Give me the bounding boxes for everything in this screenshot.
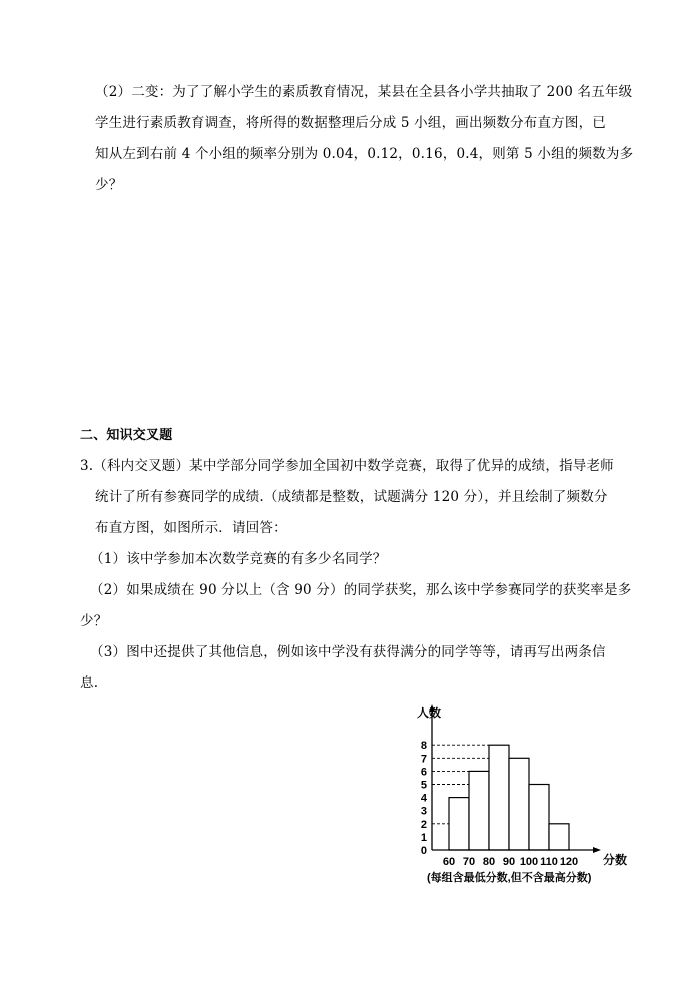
q3-sub-2-line-1: （2）如果成绩在 90 分以上（含 90 分）的同学获奖，那么该中学参赛同学的获奖率是多	[90, 582, 632, 598]
chart-note: (每组含最低分数,但不含最高分数)	[427, 872, 592, 884]
q3-intro-line-2: 统计了所有参赛同学的成绩.（成绩都是整数，试题满分 120 分），并且绘制了频数分	[95, 489, 608, 505]
question-2	[95, 77, 635, 201]
x-axis-arrow	[593, 847, 601, 853]
y-tick-label-8: 8	[420, 740, 427, 753]
q3-sub-3-line-2: 息.	[80, 675, 99, 691]
histogram-chart	[405, 700, 635, 890]
q3-sub-3-line-1: （3）图中还提供了其他信息，例如该中学没有获得满分的同学等等，请再写出两条信	[90, 644, 606, 660]
bar-90-100	[509, 758, 529, 850]
bar-100-110	[529, 785, 549, 851]
x-tick-label-70: 70	[462, 856, 476, 868]
q3-intro-line-3: 布直方图，如图所示．请回答：	[95, 520, 287, 536]
x-tick-label-80: 80	[482, 856, 496, 868]
bar-110-120	[549, 824, 569, 850]
q3-sub-2-line-2: 少？	[80, 613, 108, 629]
section-title: 二、知识交叉题	[80, 428, 173, 443]
bar-70-80	[469, 771, 489, 850]
q2-line-3: 知从左到右前 4 个小组的频率分别为 0.04，0.12，0.16，0.4，则第 5 小组的频数为多	[95, 146, 634, 162]
y-tick-label-5: 5	[420, 779, 427, 792]
y-tick-label-7: 7	[420, 753, 427, 766]
q2-line-2: 学生进行素质教育调查，将所得的数据整理后分成 5 小组，画出频数分布直方图，已	[95, 115, 606, 131]
x-axis-label: 分数	[603, 853, 628, 867]
y-tick-label-2: 2	[420, 818, 427, 831]
x-tick-label-110: 110	[540, 856, 558, 868]
y-tick-label-4: 4	[420, 792, 427, 805]
q2-line-4: 少？	[95, 177, 123, 193]
x-tick-label-100: 100	[519, 856, 539, 868]
y-tick-label-1: 1	[420, 831, 427, 844]
bar-80-90	[489, 745, 509, 850]
y-tick-label-3: 3	[420, 805, 427, 818]
question-3	[80, 451, 640, 699]
x-tick-label-120: 120	[559, 856, 579, 868]
x-tick-label-90: 90	[502, 856, 516, 868]
y-axis-label: 人数	[417, 706, 442, 720]
bar-60-70	[449, 798, 469, 850]
y-tick-label-6: 6	[420, 766, 427, 779]
y-tick-label-0: 0	[420, 845, 427, 857]
q3-intro-line-1: 3.（科内交叉题）某中学部分同学参加全国初中数学竞赛，取得了优异的成绩，指导老师	[80, 458, 614, 474]
q2-line-1: （2）二变：为了了解小学生的素质教育情况，某县在全县各小学共抽取了 200 名五年级	[95, 84, 633, 100]
x-tick-label-60: 60	[442, 856, 456, 868]
q3-sub-1: （1）该中学参加本次数学竞赛的有多少名同学？	[90, 551, 387, 567]
